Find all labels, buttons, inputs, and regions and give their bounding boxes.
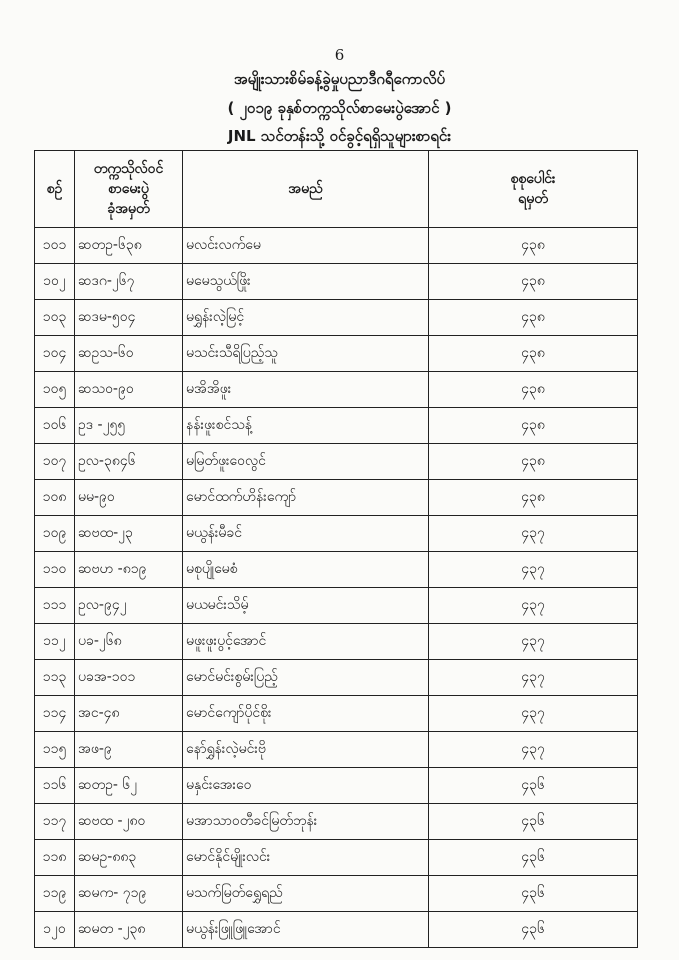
cell-name: နော်ရွှန်းလဲ့မင်းဗို xyxy=(183,732,429,768)
header-score-line1: စုစုပေါင်း xyxy=(510,171,556,187)
cell-roll-number: ဆမဥ-၈၈၃ xyxy=(75,840,183,876)
cell-total-score: ၄၃၇ xyxy=(429,732,638,768)
cell-name: မအိအိဖူး xyxy=(183,372,429,408)
cell-total-score: ၄၃၆ xyxy=(429,876,638,912)
cell-name: မယွန်းဖြူဖြူအောင် xyxy=(183,912,429,948)
cell-roll-number: ဆတဥ-၆၃၈ xyxy=(75,228,183,264)
cell-total-score: ၄၃၆ xyxy=(429,804,638,840)
cell-total-score: ၄၃၆ xyxy=(429,912,638,948)
header-roll-number xyxy=(75,151,183,228)
table-row xyxy=(35,300,638,336)
table-row xyxy=(35,516,638,552)
cell-serial-no: ၁၁၆ xyxy=(35,768,75,804)
table-row xyxy=(35,804,638,840)
cell-roll-number: ဆမတ -၂၃၈ xyxy=(75,912,183,948)
table-row xyxy=(35,768,638,804)
cell-roll-number: ဆတဥ- ၆၂ xyxy=(75,768,183,804)
cell-name: နန်းဖူးစင်သန့် xyxy=(183,408,429,444)
cell-roll-number: ဆဗဟ -၈၁၉ xyxy=(75,552,183,588)
header-total-score xyxy=(429,151,638,228)
cell-name: မအာသာဝတီခင်မြတ်ဘုန်း xyxy=(183,804,429,840)
cell-roll-number: ဆမက- ၇၁၉ xyxy=(75,876,183,912)
cell-total-score: ၄၃၈ xyxy=(429,336,638,372)
cell-total-score: ၄၃၇ xyxy=(429,660,638,696)
cell-roll-number: ဆဗထ -၂၈၀ xyxy=(75,804,183,840)
table-row xyxy=(35,840,638,876)
cell-total-score: ၄၃၈ xyxy=(429,408,638,444)
table-row xyxy=(35,228,638,264)
table-row xyxy=(35,588,638,624)
table-row xyxy=(35,264,638,300)
exam-year-subtitle: ( ၂၀၁၉ ခုနှစ်တက္ကသိုလ်စာမေးပွဲအောင် ) xyxy=(227,99,452,117)
page-number: 6 xyxy=(334,46,345,64)
cell-serial-no: ၁၀၁ xyxy=(35,228,75,264)
cell-name: မမြတ်ဖူးဝေလွင် xyxy=(183,444,429,480)
cell-name: မရွှန်းလဲ့မြင့် xyxy=(183,300,429,336)
cell-roll-number: ဥလ-၃၈၄၆ xyxy=(75,444,183,480)
cell-total-score: ၄၃၆ xyxy=(429,768,638,804)
cell-roll-number: ဆသဝ-၉၀ xyxy=(75,372,183,408)
cell-roll-number: ပခအ-၁၀၁ xyxy=(75,660,183,696)
cell-serial-no: ၁၁၄ xyxy=(35,696,75,732)
cell-name: မသက်မြတ်ရွှေရည် xyxy=(183,876,429,912)
cell-roll-number: ဥလ-၉၄၂ xyxy=(75,588,183,624)
cell-serial-no: ၁၀၅ xyxy=(35,372,75,408)
cell-total-score: ၄၃၈ xyxy=(429,480,638,516)
cell-serial-no: ၁၁၈ xyxy=(35,840,75,876)
cell-serial-no: ၁၀၆ xyxy=(35,408,75,444)
cell-name: မမေသွယ်ဖြိုး xyxy=(183,264,429,300)
table-row xyxy=(35,732,638,768)
cell-roll-number: အဖ-၉ xyxy=(75,732,183,768)
list-title: JNL သင်တန်းသို့ ဝင်ခွင့်ရရှိသူများစာရင်း xyxy=(227,127,452,145)
header-score-line2: ရမှတ် xyxy=(518,191,548,207)
cell-serial-no: ၁၀၂ xyxy=(35,264,75,300)
table-row xyxy=(35,372,638,408)
table-row xyxy=(35,552,638,588)
cell-name: မယွန်းမီခင် xyxy=(183,516,429,552)
cell-name: မယမင်းသိမ့် xyxy=(183,588,429,624)
cell-roll-number: ဆဒဂ-၂၆၇ xyxy=(75,264,183,300)
college-title: အမျိုးသားစိမ်ခန့်ခွဲမှုပညာဒီဂရီကောလိပ် xyxy=(233,70,446,88)
cell-name: မောင်ကျော်ပိုင်စိုး xyxy=(183,696,429,732)
header-name: အမည် xyxy=(183,151,429,228)
cell-serial-no: ၁၁၁ xyxy=(35,588,75,624)
table-row xyxy=(35,480,638,516)
cell-name: မလင်းလက်မေ xyxy=(183,228,429,264)
cell-serial-no: ၁၁၃ xyxy=(35,660,75,696)
cell-total-score: ၄၃၇ xyxy=(429,588,638,624)
cell-name: မောင်ထက်ဟိန်းကျော် xyxy=(183,480,429,516)
results-table xyxy=(34,150,638,948)
header-roll-line3: ခုံအမှတ် xyxy=(107,201,150,217)
cell-serial-no: ၁၀၄ xyxy=(35,336,75,372)
cell-name: မဖူးဖူးပွင့်အောင် xyxy=(183,624,429,660)
cell-roll-number: အင-၄၈ xyxy=(75,696,183,732)
cell-roll-number: ဥဒ -၂၅၅ xyxy=(75,408,183,444)
cell-total-score: ၄၃၈ xyxy=(429,264,638,300)
cell-serial-no: ၁၁၀ xyxy=(35,552,75,588)
table-row xyxy=(35,876,638,912)
cell-roll-number: ပခ-၂၆၈ xyxy=(75,624,183,660)
header-roll-line2: စာမေးပွဲ xyxy=(108,181,149,197)
cell-total-score: ၄၃၈ xyxy=(429,300,638,336)
table-row xyxy=(35,336,638,372)
cell-total-score: ၄၃၇ xyxy=(429,552,638,588)
cell-total-score: ၄၃၆ xyxy=(429,840,638,876)
cell-total-score: ၄၃၇ xyxy=(429,516,638,552)
cell-serial-no: ၁၀၃ xyxy=(35,300,75,336)
table-row xyxy=(35,912,638,948)
cell-name: မနှင်းအေးဝေ xyxy=(183,768,429,804)
cell-total-score: ၄၃၈ xyxy=(429,228,638,264)
cell-roll-number: ဆဗထ-၂၃ xyxy=(75,516,183,552)
cell-serial-no: ၁၁၇ xyxy=(35,804,75,840)
cell-total-score: ၄၃၇ xyxy=(429,624,638,660)
cell-total-score: ၄၃၇ xyxy=(429,696,638,732)
cell-serial-no: ၁၁၅ xyxy=(35,732,75,768)
cell-total-score: ၄၃၈ xyxy=(429,444,638,480)
table-row xyxy=(35,660,638,696)
cell-serial-no: ၁၀၉ xyxy=(35,516,75,552)
cell-serial-no: ၁၀၈ xyxy=(35,480,75,516)
header-roll-line1: တက္ကသိုလ်ဝင် xyxy=(93,161,164,177)
table-row xyxy=(35,696,638,732)
cell-total-score: ၄၃၈ xyxy=(429,372,638,408)
table-row xyxy=(35,444,638,480)
cell-roll-number: မမ-၉၀ xyxy=(75,480,183,516)
table-header-row xyxy=(35,151,638,228)
cell-name: မစုပျိုမေစံ xyxy=(183,552,429,588)
cell-serial-no: ၁၂၀ xyxy=(35,912,75,948)
cell-name: မောင်နိုင်မျိုးလင်း xyxy=(183,840,429,876)
cell-serial-no: ၁၁၂ xyxy=(35,624,75,660)
header-no: စဉ် xyxy=(35,151,75,228)
cell-name: မောင်မင်းစွမ်းပြည့် xyxy=(183,660,429,696)
cell-name: မသင်းသီရိပြည့်သူ xyxy=(183,336,429,372)
cell-serial-no: ၁၀၇ xyxy=(35,444,75,480)
cell-roll-number: ဆဒမ-၅၀၄ xyxy=(75,300,183,336)
table-row xyxy=(35,408,638,444)
cell-serial-no: ၁၁၉ xyxy=(35,876,75,912)
cell-roll-number: ဆဥသ-၆၀ xyxy=(75,336,183,372)
table-row xyxy=(35,624,638,660)
